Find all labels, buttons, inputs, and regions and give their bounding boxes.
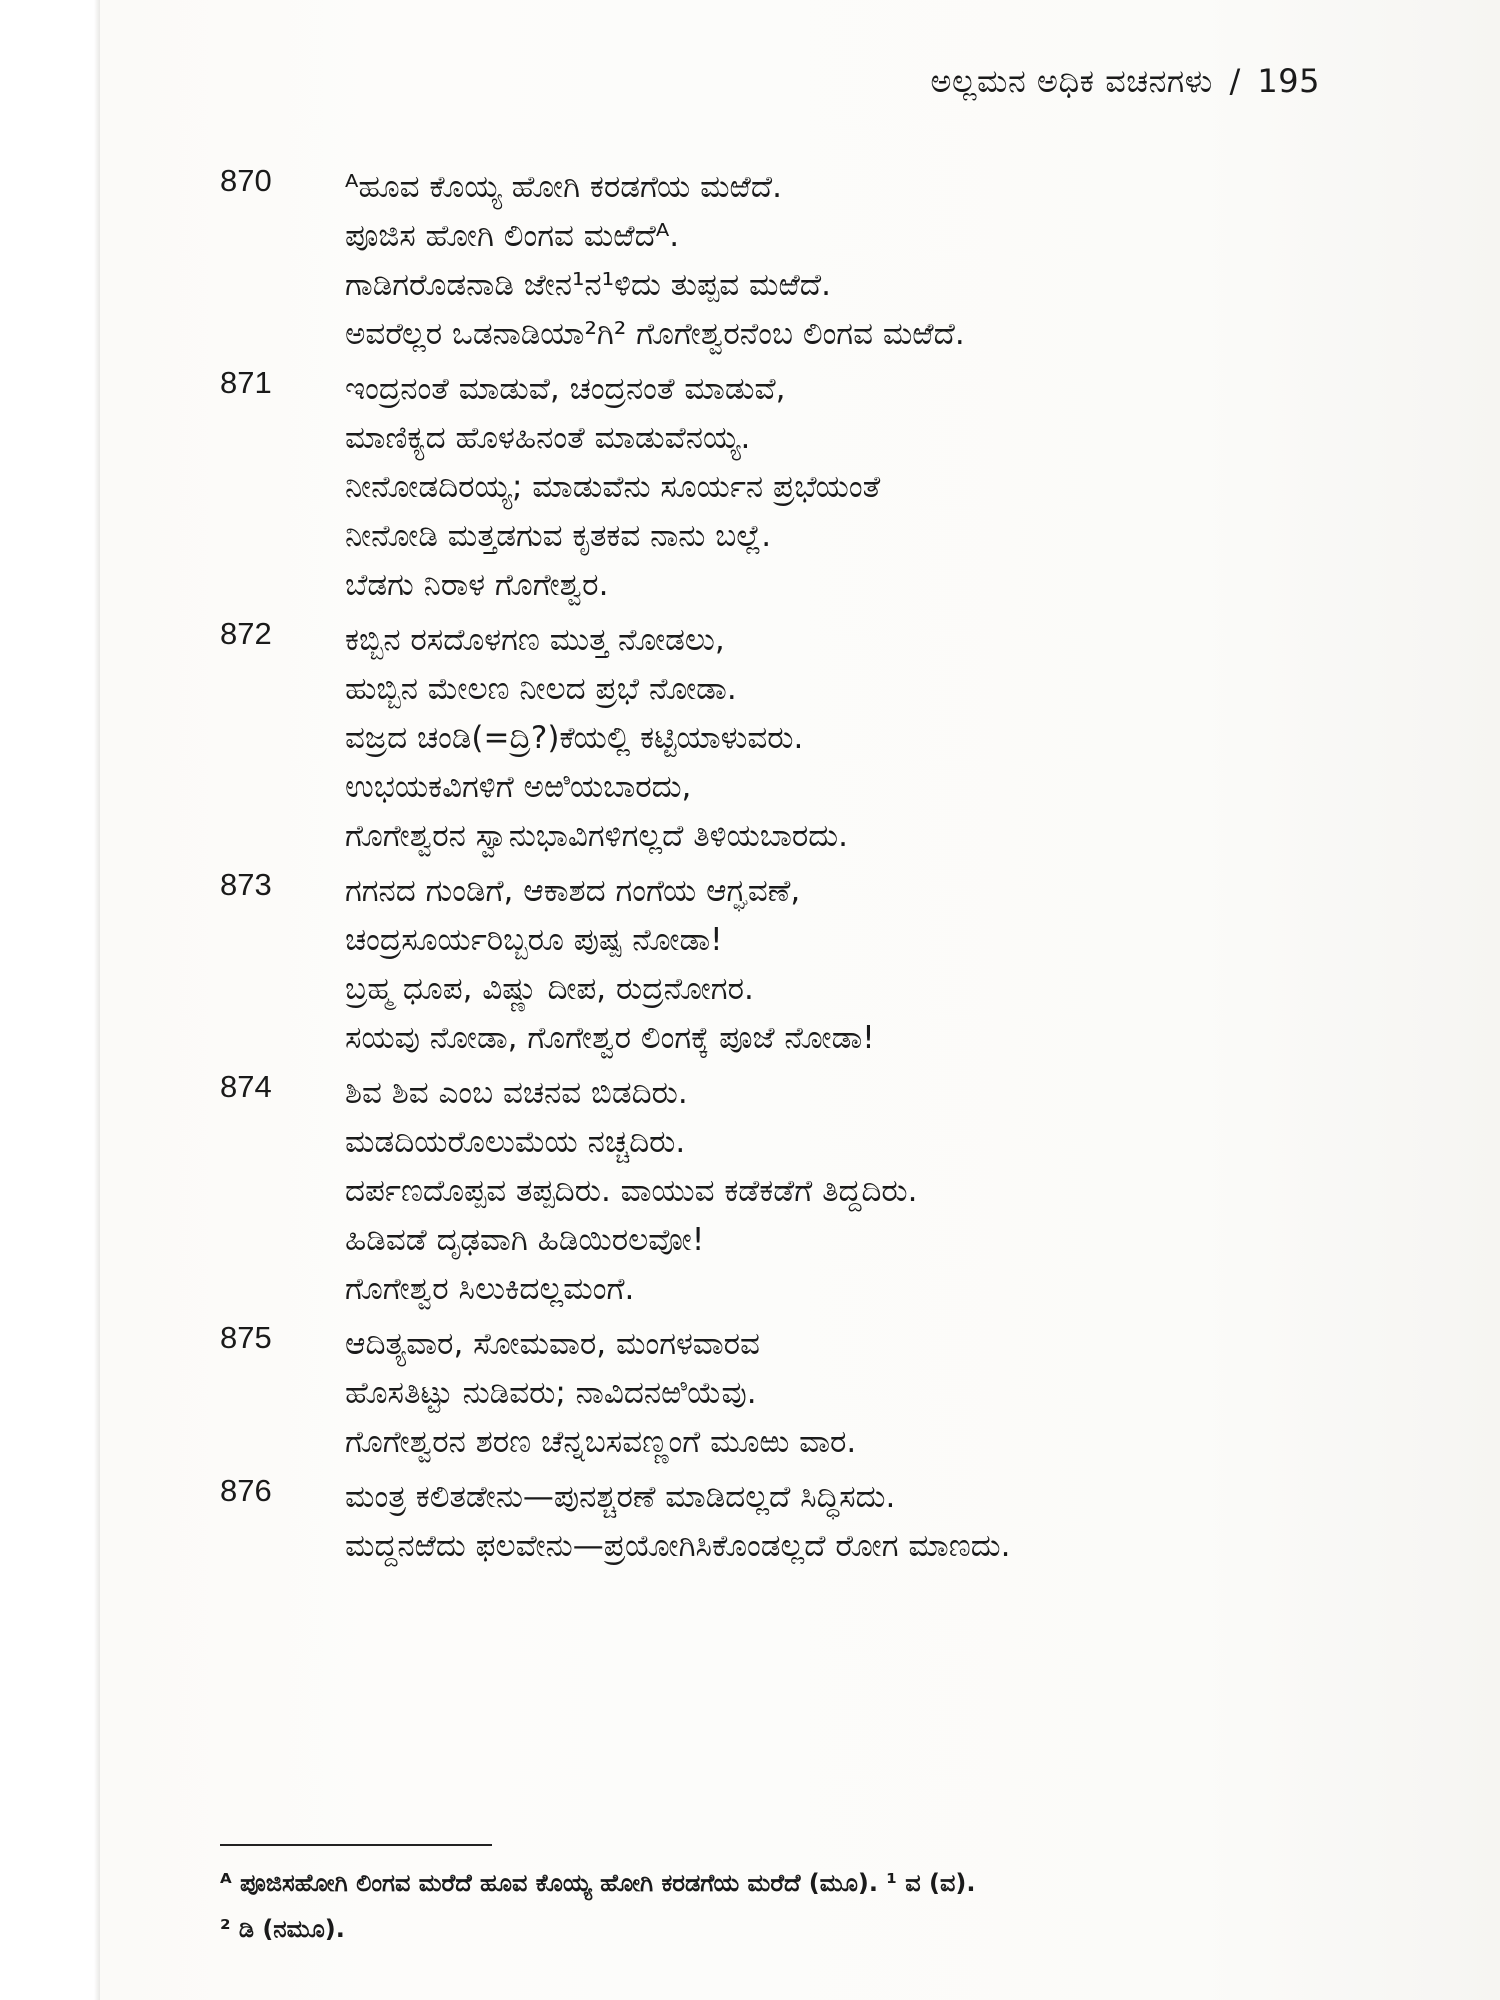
header-separator: /	[1229, 62, 1241, 100]
verse-line: ಕಬ್ಬಿನ ರಸದೊಳಗಣ ಮುತ್ತ ನೋಡಲು,	[345, 622, 725, 658]
verse-line: ಸಯವು ನೋಡಾ, ಗೊಗೇಶ್ವರ ಲಿಂಗಕ್ಕೆ ಪೂಜೆ ನೋಡಾ!	[345, 1020, 875, 1056]
verse-number: 872	[220, 616, 272, 651]
verse-number: 876	[220, 1473, 272, 1508]
verse-line: ಗಾಡಿಗರೊಡನಾಡಿ ಜೇನ¹ನ¹ಳಿದು ತುಪ್ಪವ ಮಱೆದೆ.	[345, 267, 831, 303]
verse-line: ಇಂದ್ರನಂತೆ ಮಾಡುವೆ, ಚಂದ್ರನಂತೆ ಮಾಡುವೆ,	[345, 371, 786, 407]
verse-number: 874	[220, 1069, 272, 1104]
header-title: ಅಲ್ಲಮನ ಅಧಿಕ ವಚನಗಳು	[930, 62, 1213, 100]
verse-line: ವಜ್ರದ ಚಂಡಿ(=ದ್ರಿ?)ಕೆಯಲ್ಲಿ ಕಟ್ಟಿಯಾಳುವರು.	[345, 720, 804, 756]
footnotes	[220, 1860, 1370, 1952]
verse-870	[220, 163, 1370, 359]
verse-872	[220, 616, 1370, 861]
verse-line: ಹುಬ್ಬಿನ ಮೇಲಣ ನೀಲದ ಪ್ರಭೆ ನೋಡಾ.	[345, 671, 737, 707]
verse-line: ನೀನೋಡದಿರಯ್ಯ; ಮಾಡುವೆನು ಸೂರ್ಯನ ಪ್ರಭೆಯಂತೆ	[345, 469, 881, 505]
verse-875	[220, 1320, 1370, 1467]
verse-line: ಮಡದಿಯರೊಲುಮೆಯ ನಚ್ಚದಿರು.	[345, 1124, 686, 1160]
verse-line: ಗೊಗೇಶ್ವರನ ಸ್ವಾನುಭಾವಿಗಳಿಗಲ್ಲದೆ ತಿಳಿಯಬಾರದು.	[345, 818, 849, 854]
verse-876	[220, 1473, 1370, 1571]
page-gutter-shadow	[0, 0, 100, 2000]
running-header	[930, 62, 1320, 101]
verse-line: ಮದ್ದನಱೆದು ಫಲವೇನು—ಪ್ರಯೋಗಿಸಿಕೊಂಡಲ್ಲದೆ ರೋಗ ಮಾಣದು.	[345, 1528, 1011, 1564]
verse-line: ಗೊಗೇಶ್ವರನ ಶರಣ ಚೆನ್ನಬಸವಣ್ಣಂಗೆ ಮೂಱು ವಾರ.	[345, 1424, 857, 1460]
verse-number: 875	[220, 1320, 272, 1355]
verse-line: ನೀನೋಡಿ ಮತ್ತಡಗುವ ಕೃತಕವ ನಾನು ಬಲ್ಲೆ.	[345, 518, 772, 554]
verse-line: ಆದಿತ್ಯವಾರ, ಸೋಮವಾರ, ಮಂಗಳವಾರವ	[345, 1326, 760, 1362]
footnote: ² ಡಿ (ನಮೂ).	[220, 1915, 345, 1943]
verse-line: ᴬಹೂವ ಕೊಯ್ಯ ಹೋಗಿ ಕರಡಗೆಯ ಮಱೆದೆ.	[345, 169, 783, 205]
verse-line: ಮಾಣಿಕ್ಯದ ಹೊಳಹಿನಂತೆ ಮಾಡುವೆನಯ್ಯ.	[345, 420, 751, 456]
page-number: 195	[1257, 62, 1320, 100]
verse-line: ಹೊಸತಿಟ್ಟು ನುಡಿವರು; ನಾವಿದನಱಿಯೆವು.	[345, 1375, 757, 1411]
footnote-divider	[220, 1844, 492, 1846]
verse-874	[220, 1069, 1370, 1314]
verse-871	[220, 365, 1370, 610]
verse-873	[220, 867, 1370, 1063]
verse-number: 870	[220, 163, 272, 198]
verse-line: ಪೂಜಿಸ ಹೋಗಿ ಲಿಂಗವ ಮಱೆದೆᴬ.	[345, 218, 680, 254]
verse-line: ಉಭಯಕವಿಗಳಿಗೆ ಅಱಿಯಬಾರದು,	[345, 769, 692, 805]
verse-line: ಅವರೆಲ್ಲರ ಒಡನಾಡಿಯಾ²ಗಿ² ಗೊಗೇಶ್ವರನೆಂಬ ಲಿಂಗವ ಮಱೆದೆ.	[345, 316, 965, 352]
verse-number: 871	[220, 365, 272, 400]
verse-line: ಗಗನದ ಗುಂಡಿಗೆ, ಆಕಾಶದ ಗಂಗೆಯ ಆಗ್ಘವಣೆ,	[345, 873, 801, 909]
verse-line: ಶಿವ ಶಿವ ಎಂಬ ವಚನವ ಬಿಡದಿರು.	[345, 1075, 688, 1111]
verse-line: ಬ್ರಹ್ಮ ಧೂಪ, ವಿಷ್ಣು ದೀಪ, ರುದ್ರನೋಗರ.	[345, 971, 754, 1007]
verse-line: ಗೊಗೇಶ್ವರ ಸಿಲುಕಿದಲ್ಲಮಂಗೆ.	[345, 1271, 635, 1307]
footnote: ᴬ ಪೂಜಿಸಹೋಗಿ ಲಿಂಗವ ಮರೆದೆ ಹೂವ ಕೊಯ್ಯ ಹೋಗಿ ಕರಡಗೆಯ ಮರೆದೆ (ಮೂ). ¹ ವ (ವ).	[220, 1869, 976, 1897]
verse-line: ಬೆಡಗು ನಿರಾಳ ಗೊಗೇಶ್ವರ.	[345, 567, 609, 603]
verse-line: ಚಂದ್ರಸೂರ್ಯರಿಬ್ಬರೂ ಪುಷ್ಪ ನೋಡಾ!	[345, 922, 723, 958]
verse-line: ಹಿಡಿವಡೆ ದೃಢವಾಗಿ ಹಿಡಿಯಿರಲವೋ!	[345, 1222, 705, 1258]
verse-line: ಮಂತ್ರ ಕಲಿತಡೇನು—ಪುನಶ್ಚರಣೆ ಮಾಡಿದಲ್ಲದೆ ಸಿದ್ಧಿಸದು.	[345, 1479, 896, 1515]
verse-number: 873	[220, 867, 272, 902]
verse-line: ದರ್ಪಣದೊಪ್ಪವ ತಪ್ಪದಿರು. ವಾಯುವ ಕಡೆಕಡೆಗೆ ತಿದ್ದದಿರು.	[345, 1173, 918, 1209]
verse-list	[220, 163, 1370, 1577]
